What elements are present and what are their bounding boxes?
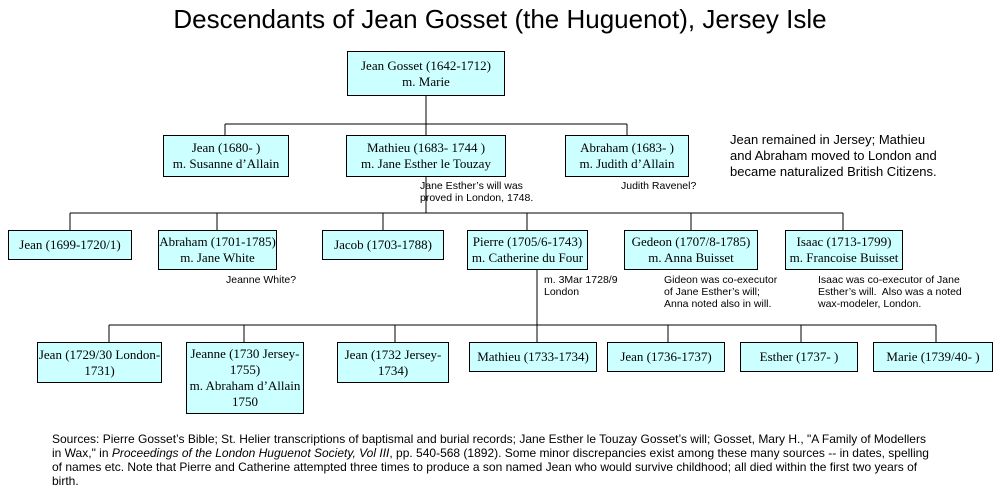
note-pierre-marriage: m. 3Mar 1728/9 London xyxy=(544,274,618,298)
person-name: Jean (1699-1720/1) xyxy=(19,237,121,252)
person-name: Jacob (1703-1788) xyxy=(334,237,432,252)
person-box-esther-1737 xyxy=(740,342,858,372)
person-spouse: m. Jane White xyxy=(180,250,255,265)
person-spouse: m. Jane Esther le Touzay xyxy=(361,156,491,171)
sources-footnote xyxy=(52,432,932,488)
note-jane-esther-will: Jane Esther’s will was proved in London, 1748. xyxy=(420,180,534,204)
sources-text-continued: , pp. 540-568 (1892). Some minor discrepancies exist among these many sources -- in dates, spelling of names etc. Note that Pierre and Catherine attempted three times to produce a son named Jean who would survive childhood; all died within the first two years of birth. xyxy=(52,446,929,488)
person-box-jean-1680 xyxy=(163,135,289,177)
person-name: Gedeon (1707/8-1785) xyxy=(631,234,751,249)
person-box-jacob-1703 xyxy=(322,230,444,260)
person-spouse: m. Susanne d’Allain xyxy=(172,156,280,171)
person-line: 1731) xyxy=(84,362,115,378)
person-name: Isaac (1713-1799) xyxy=(796,234,892,249)
person-box-jean-1732 xyxy=(337,342,449,383)
person-box-pierre-1705 xyxy=(467,230,588,270)
person-name: Abraham (1683- ) xyxy=(580,140,674,155)
person-name: Jean (1680- ) xyxy=(191,140,261,155)
person-line: Jean (1732 Jersey- xyxy=(344,346,442,362)
person-spouse: m. Judith d’Allain xyxy=(579,156,675,171)
person-spouse: m. Abraham d’Allain xyxy=(189,378,301,393)
person-box-abraham-1701 xyxy=(158,230,277,270)
person-box-mathieu-1733 xyxy=(469,342,597,372)
person-box-marie-1739 xyxy=(873,342,993,372)
person-line: Jean (1736-1737) xyxy=(620,349,712,364)
person-box-jean-1729 xyxy=(37,342,162,383)
person-spouse: m. Anna Buisset xyxy=(648,250,734,265)
page-title: Descendants of Jean Gosset (the Huguenot), Jersey Isle xyxy=(173,4,827,34)
person-box-abraham-1683 xyxy=(565,135,689,177)
person-line: 1734) xyxy=(377,362,409,378)
note-jersey-london: Jean remained in Jersey; Mathieu and Abraham moved to London and became naturalized British Citizens. xyxy=(730,132,937,179)
person-line: Jeanne (1730 Jersey- xyxy=(190,346,300,361)
person-line: Jean (1729/30 London- xyxy=(38,346,161,362)
person-box-jean-1699 xyxy=(8,230,132,260)
person-line: Marie (1739/40- ) xyxy=(886,349,980,364)
note-gideon: Gideon was co-executor of Jane Esther’s will; Anna noted also in will. xyxy=(664,274,778,310)
person-box-gedeon-1707 xyxy=(624,230,758,270)
person-name: Mathieu (1683- 1744 ) xyxy=(366,140,486,155)
person-line: Esther (1737- ) xyxy=(759,349,839,364)
person-box-jean-1736 xyxy=(607,342,725,372)
note-jeanne-white: Jeanne White? xyxy=(226,274,297,286)
note-judith-ravenel: Judith Ravenel? xyxy=(621,180,697,192)
person-spouse: m. Marie xyxy=(402,73,450,89)
sources-publication-title: Proceedings of the London Huguenot Society, Vol III xyxy=(111,446,390,460)
person-box-jean-gosset xyxy=(347,51,505,96)
person-line: 1750 xyxy=(232,394,258,409)
person-spouse: m. Catherine du Four xyxy=(471,250,584,265)
person-box-jeanne-1730 xyxy=(186,342,304,414)
note-isaac: Isaac was co-executor of Jane Esther’s will. Also was a noted wax-modeler, London. xyxy=(818,274,962,310)
person-spouse: m. Francoise Buisset xyxy=(789,250,899,265)
person-name: Pierre (1705/6-1743) xyxy=(472,234,583,249)
person-box-mathieu-1683 xyxy=(346,135,506,177)
person-line: 1755) xyxy=(229,362,261,377)
sources-text: Sources: Pierre Gosset’s Bible; St. Helier transcriptions of baptismal and burial records; Jane Esther le Touzay Gosset’s will; Gosset, Mary H., "A Family of Modellers in Wax," in xyxy=(52,432,926,460)
person-name: Abraham (1701-1785) xyxy=(159,234,276,249)
person-line: Mathieu (1733-1734) xyxy=(477,349,589,364)
person-name: Jean Gosset (1642-1712) xyxy=(361,57,491,73)
person-box-isaac-1713 xyxy=(785,230,903,270)
